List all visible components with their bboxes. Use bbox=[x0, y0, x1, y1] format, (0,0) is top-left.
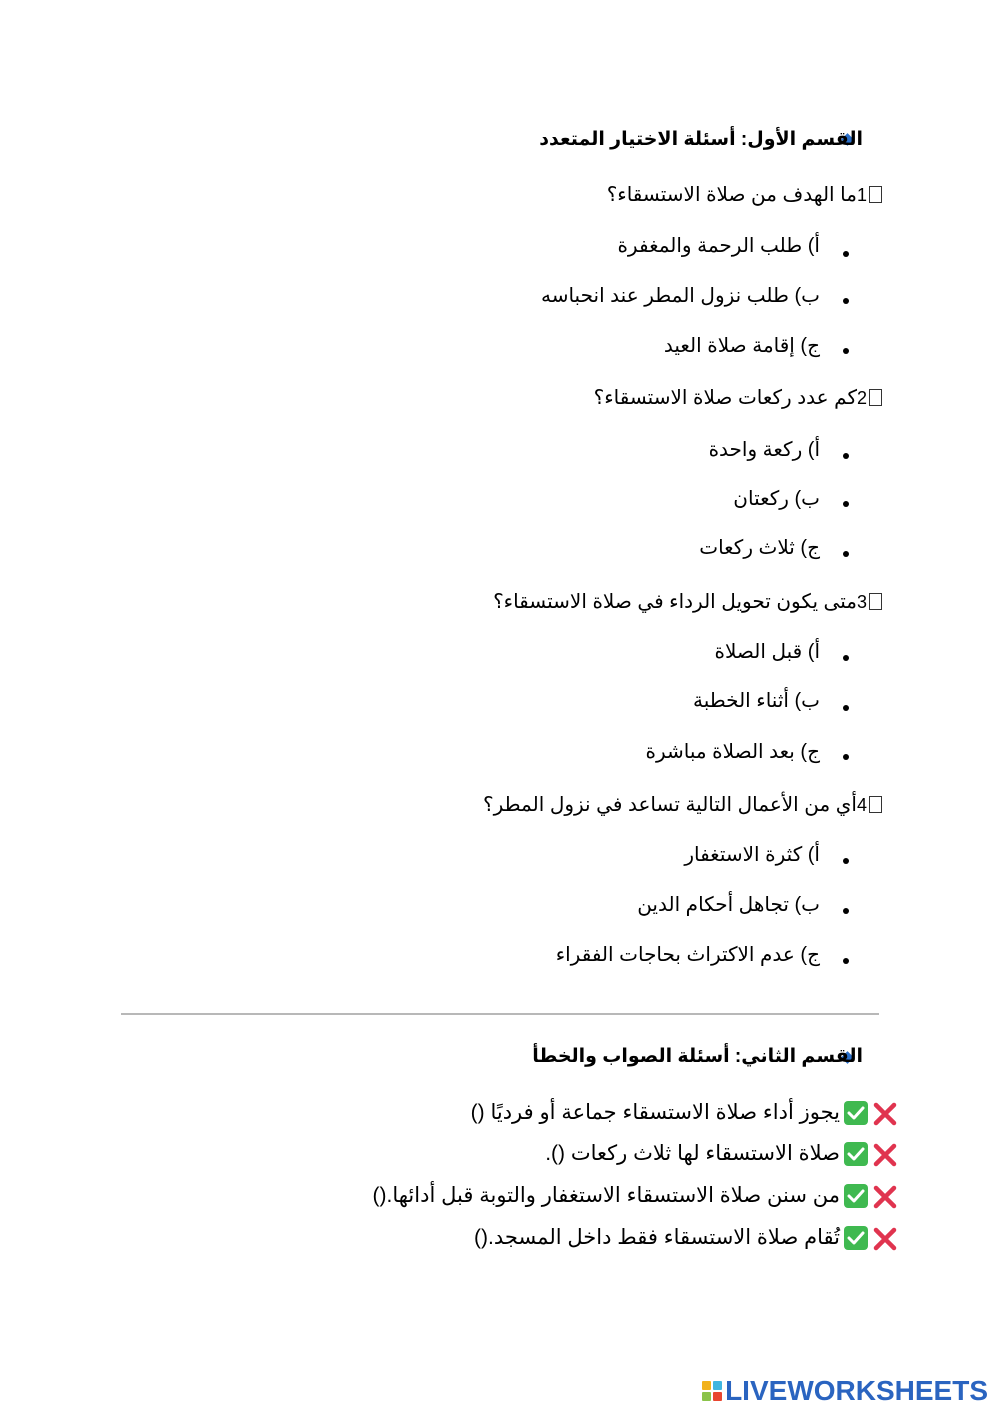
question-number: 2 bbox=[856, 388, 867, 408]
question-number: 4 bbox=[856, 795, 867, 815]
check-mark-icon[interactable] bbox=[844, 1184, 868, 1208]
bullet-icon bbox=[843, 251, 849, 257]
bullet-icon bbox=[843, 754, 849, 760]
option-item[interactable]: ج) ثلاث ركعات bbox=[699, 537, 820, 559]
check-mark-icon[interactable] bbox=[844, 1142, 868, 1166]
option-item[interactable]: ب) تجاهل أحكام الدين bbox=[637, 894, 820, 916]
bullet-icon bbox=[843, 501, 849, 507]
question-text: أي من الأعمال التالية تساعد في نزول المطر؟ bbox=[483, 794, 857, 816]
statement-text: من سنن صلاة الاستسقاء الاستغفار والتوبة قبل أدائها.() bbox=[372, 1184, 840, 1207]
bullet-icon bbox=[843, 705, 849, 711]
question-number: 1 bbox=[856, 185, 867, 205]
checkbox-icon bbox=[869, 389, 882, 406]
tf-statement-1 bbox=[471, 1099, 868, 1127]
section-divider bbox=[121, 1013, 879, 1015]
option-item[interactable]: أ) طلب الرحمة والمغفرة bbox=[617, 235, 820, 257]
liveworksheets-logo[interactable] bbox=[702, 1376, 988, 1406]
bullet-icon bbox=[843, 348, 849, 354]
bullet-icon bbox=[843, 551, 849, 557]
cross-mark-icon[interactable] bbox=[872, 1226, 898, 1252]
liveworksheets-logo-icon bbox=[702, 1381, 722, 1401]
tf-statement-3 bbox=[373, 1182, 868, 1210]
section2-title: القسم الثاني: أسئلة الصواب والخطأ bbox=[532, 1046, 863, 1067]
question-1 bbox=[607, 182, 882, 208]
cross-mark-icon[interactable] bbox=[872, 1101, 898, 1127]
bullet-icon bbox=[843, 858, 849, 864]
bullet-icon bbox=[843, 453, 849, 459]
option-item[interactable]: ج) بعد الصلاة مباشرة bbox=[645, 741, 820, 763]
check-mark-icon[interactable] bbox=[844, 1101, 868, 1125]
bullet-icon bbox=[843, 958, 849, 964]
question-text: كم عدد ركعات صلاة الاستسقاء؟ bbox=[593, 387, 857, 409]
checkbox-icon bbox=[869, 796, 882, 813]
checkbox-icon bbox=[869, 186, 882, 203]
option-item[interactable]: أ) كثرة الاستغفار bbox=[684, 844, 820, 866]
statement-text: تُقام صلاة الاستسقاء فقط داخل المسجد.() bbox=[474, 1226, 840, 1249]
question-4 bbox=[483, 792, 882, 818]
tf-statement-2 bbox=[545, 1140, 868, 1168]
option-item[interactable]: ب) أثناء الخطبة bbox=[693, 690, 820, 712]
option-item[interactable]: ب) ركعتان bbox=[733, 488, 820, 510]
cross-mark-icon[interactable] bbox=[872, 1184, 898, 1210]
cross-mark-icon[interactable] bbox=[872, 1142, 898, 1168]
question-number: 3 bbox=[856, 592, 867, 612]
question-text: ما الهدف من صلاة الاستسقاء؟ bbox=[606, 184, 857, 206]
bullet-icon bbox=[843, 298, 849, 304]
option-item[interactable]: أ) قبل الصلاة bbox=[714, 641, 820, 663]
option-item[interactable]: ب) طلب نزول المطر عند انحباسه bbox=[540, 285, 820, 307]
question-3 bbox=[493, 589, 882, 615]
checkbox-icon bbox=[869, 593, 882, 610]
tf-statement-4 bbox=[474, 1224, 868, 1252]
statement-text: يجوز أداء صلاة الاستسقاء جماعة أو فرديًا () bbox=[470, 1101, 840, 1124]
bullet-icon bbox=[843, 655, 849, 661]
bullet-icon bbox=[843, 908, 849, 914]
option-item[interactable]: أ) ركعة واحدة bbox=[708, 439, 820, 461]
statement-text: صلاة الاستسقاء لها ثلاث ركعات (). bbox=[545, 1142, 840, 1165]
question-2 bbox=[594, 385, 882, 411]
option-item[interactable]: ج) إقامة صلاة العيد bbox=[663, 335, 820, 357]
brand-name: LIVEWORKSHEETS bbox=[725, 1375, 988, 1406]
option-item[interactable]: ج) عدم الاكتراث بحاجات الفقراء bbox=[555, 944, 820, 966]
check-mark-icon[interactable] bbox=[844, 1226, 868, 1250]
section1-title: القسم الأول: أسئلة الاختيار المتعدد bbox=[539, 129, 863, 150]
question-text: متى يكون تحويل الرداء في صلاة الاستسقاء؟ bbox=[493, 591, 857, 613]
